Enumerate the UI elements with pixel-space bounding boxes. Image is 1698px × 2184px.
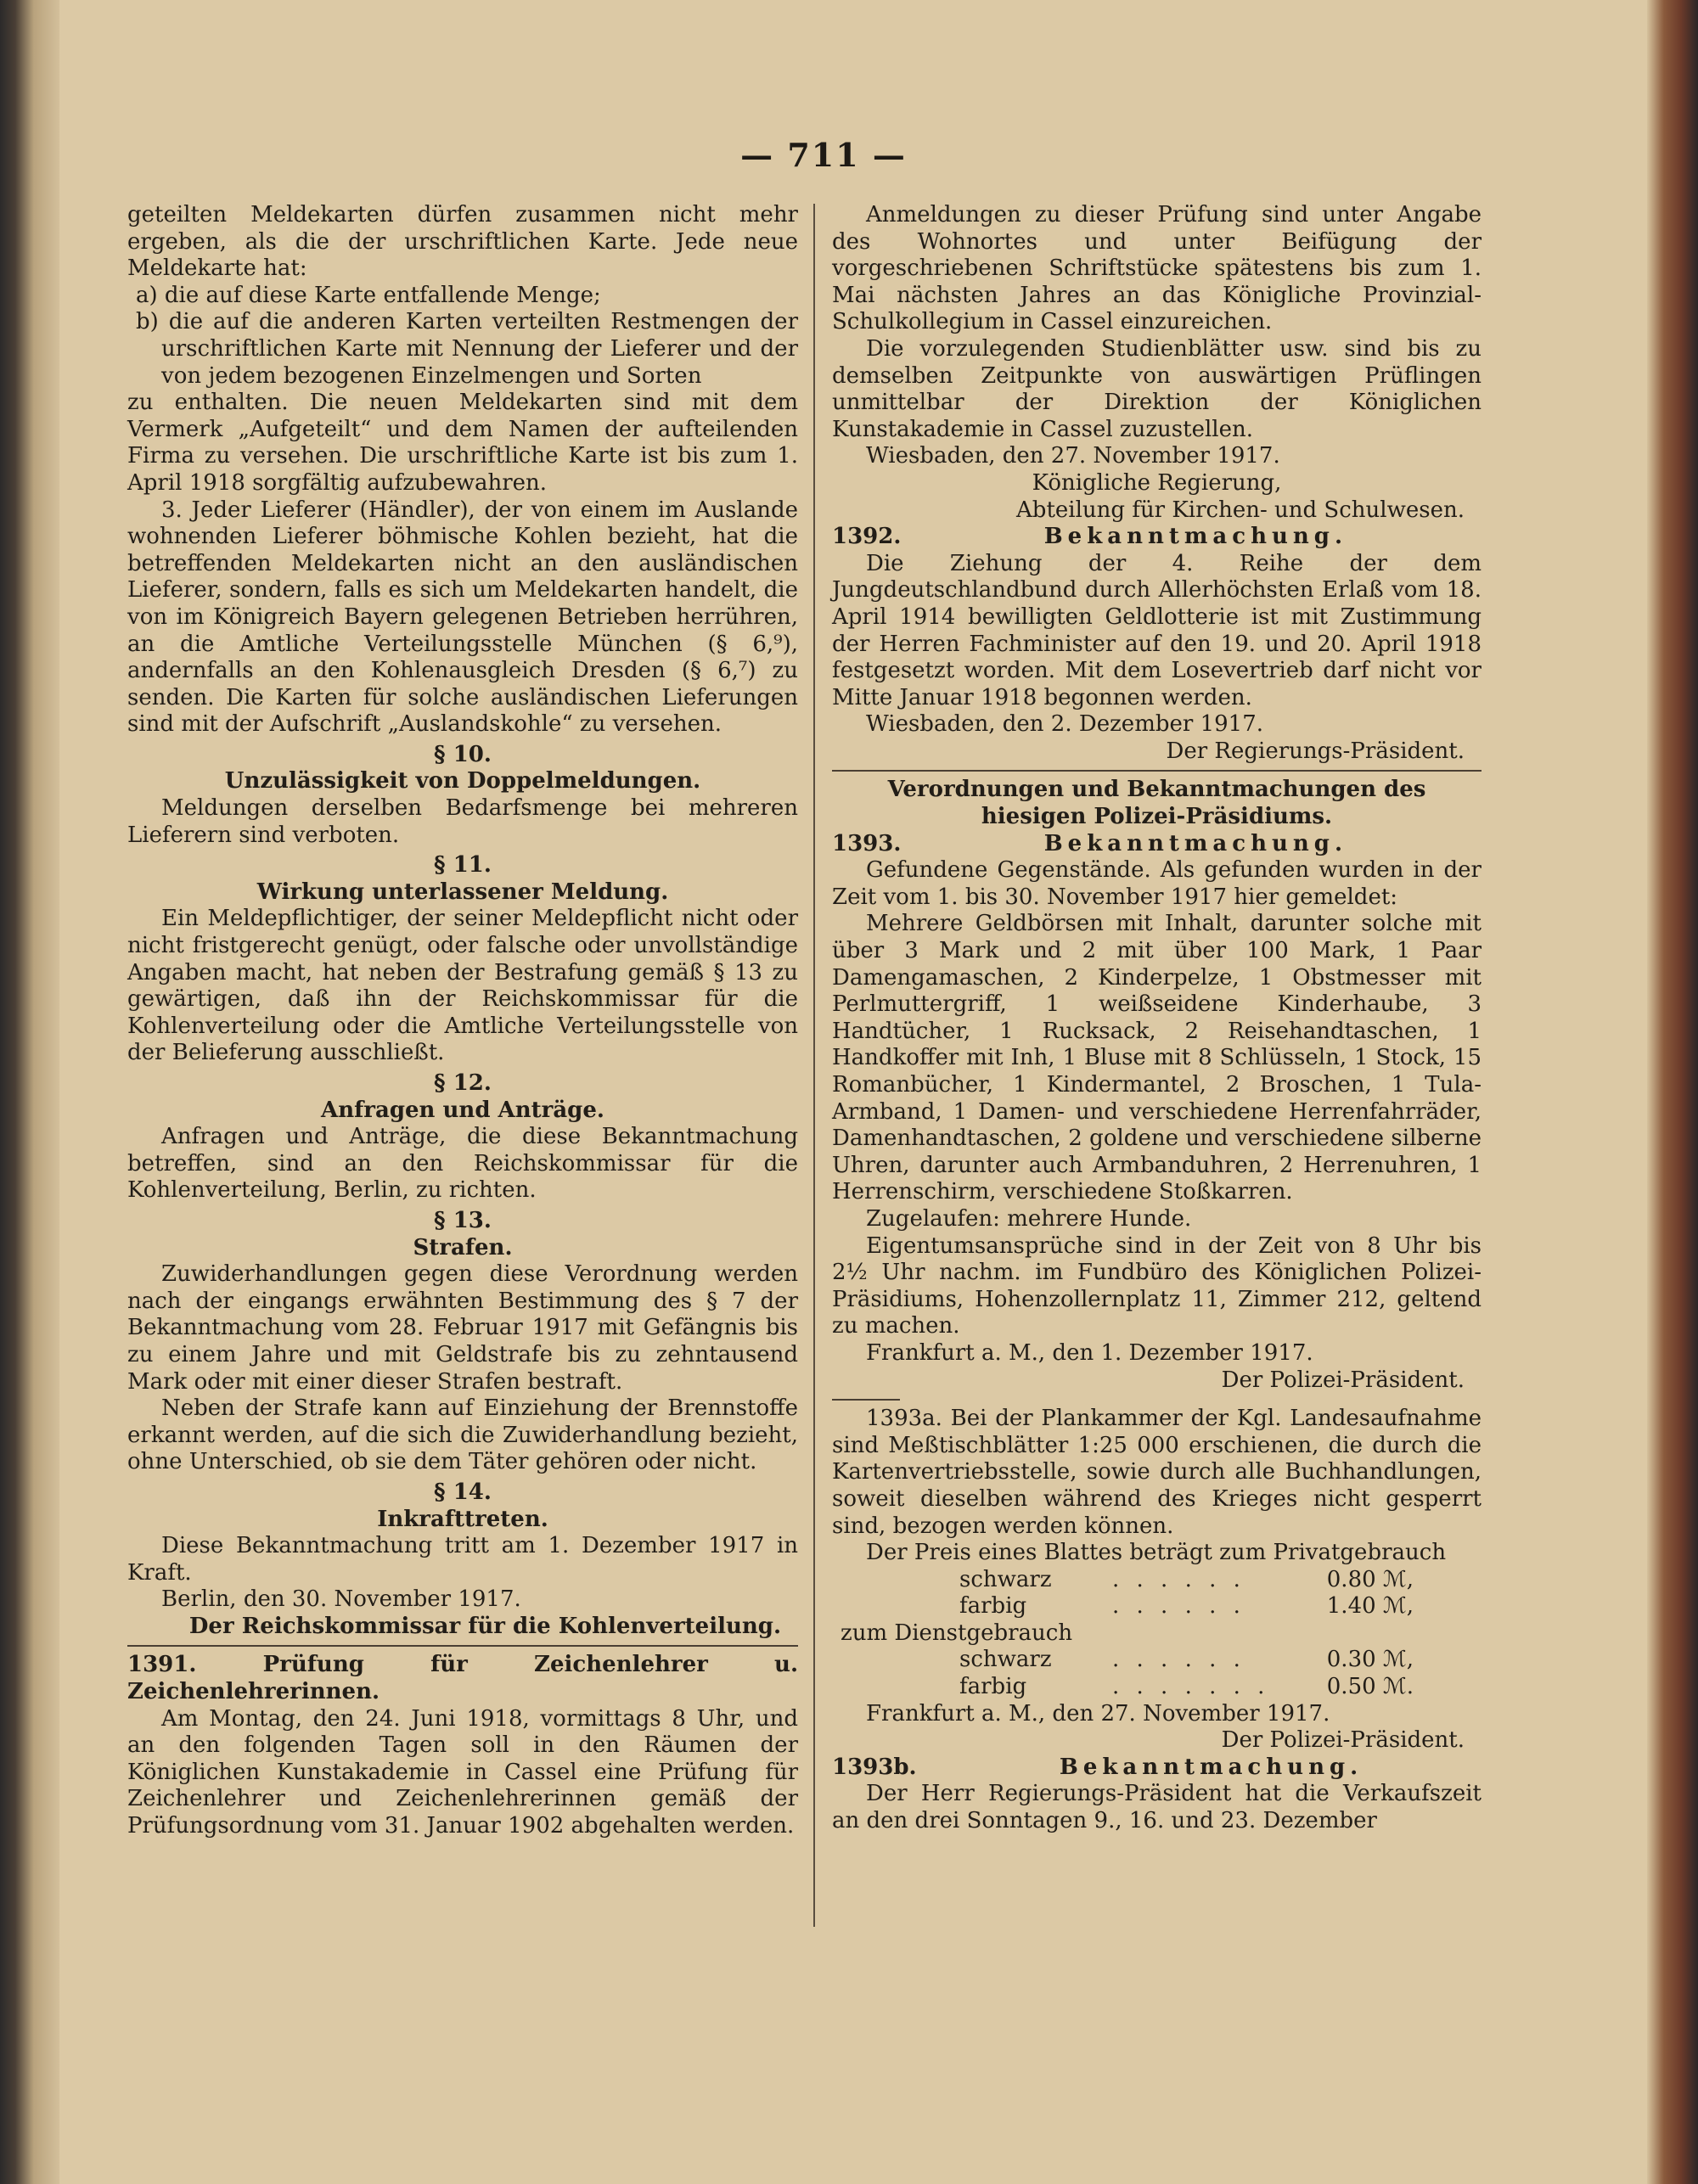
notice-1393-list: Mehrere Geldbörsen mit Inhalt, darunter solche mit über 3 Mark und 2 mit über 100 Mark, 1 Paar Damengamaschen, 2 Kinderpelze, 1 Obstmesser mit Perlmuttergriff, 1 weißseidene Kinderhaube, 3 Handtücher, 1 Rucksack, 2 Reisehandtaschen, 1 Handkoffer mit Inh, 1 Bluse mit 8 Schlüsseln, 1 Stock, 15 Romanbücher, 1 Kindermantel, 2 Broschen, 1 Tula-Armband, 1 Damen- und verschiedene Herrenfahrräder, Damenhandtaschen, 2 goldene und verschiedene silberne Uhren, darunter auch Armbanduhren, 2 Herrenuhren, 1 Herrenschirm, verschiedene Stoßkarren.: [832, 911, 1482, 1205]
section-text-11: Ein Meldepflichtiger, der seiner Meldepflicht nicht oder nicht fristgerecht genügt, oder falsche oder unvollständige Angaben macht, hat neben der Bestrafung gemäß § 13 zu gewärtigen, daß ihn der Reichskommissar für die Kohlenverteilung oder die Amtliche Verteilungsstelle von der Belieferung ausschließt.: [127, 906, 798, 1066]
signature: Der Regierungs-Präsident.: [1166, 738, 1465, 764]
divider: [127, 1645, 798, 1647]
date-line: Berlin, den 30. November 1917.: [161, 1586, 521, 1613]
signature-line-1: Königliche Regierung,: [1032, 469, 1282, 496]
paragraph: Die vorzulegenden Studienblätter usw. sind bis zu demselben Zeitpunkte von auswärtigen Prüflingen unmittelbar der Direktion der Königlichen Kunstakademie in Cassel zuzustellen.: [832, 335, 1482, 442]
notice-number: 1393.: [832, 830, 902, 856]
notice-title: Bekanntmachung.: [1059, 1754, 1363, 1780]
price-row: [832, 1674, 1482, 1701]
section-title-14: Inkrafttreten.: [377, 1506, 548, 1532]
divider: [832, 1399, 900, 1401]
section-title-13: Strafen.: [413, 1234, 513, 1260]
price-value: 0.50 ℳ.: [1326, 1674, 1414, 1700]
price-label: schwarz: [959, 1566, 1052, 1592]
section-number-10: § 10.: [434, 741, 492, 767]
price-label: farbig: [959, 1674, 1027, 1700]
signature-line-2: Abteilung für Kirchen- und Schulwesen.: [1016, 497, 1465, 523]
signature: Der Reichskommissar für die Kohlenverteilung.: [188, 1613, 781, 1639]
notice-1392-heading: [832, 524, 1482, 551]
section-text-13: Zuwiderhandlungen gegen diese Verordnung werden nach der eingangs erwähnten Bestimmung des § 7 der Bekanntmachung vom 28. Februar 1917 mit Gefängnis bis zu einem Jahre und mit Geldstrafe bis zu zehntausend Mark oder mit einer dieser Strafen bestraft.: [127, 1261, 798, 1395]
section-text-12: Anfragen und Anträge, die diese Bekanntmachung betreffen, sind an den Reichskommissar für die Kohlenverteilung, Berlin, zu richten.: [127, 1124, 798, 1204]
notice-1391-text: Am Montag, den 24. Juni 1918, vormittags 8 Uhr, und an den folgenden Tagen soll in den Räumen der Königlichen Kunstakademie in Cassel eine Prüfung für Zeichenlehrer und Zeichenlehrerinnen gemäß der Prüfungsordnung vom 31. Januar 1902 abgehalten werden.: [127, 1705, 798, 1839]
notice-number: 1392.: [832, 524, 902, 550]
section-text-13b: Neben der Strafe kann auf Einziehung der Brennstoffe erkannt werden, auf die sich die Zuwiderhandlung bezieht, ohne Unterschied, ob sie dem Täter gehören oder nicht.: [127, 1395, 798, 1475]
price-dots: . . . . . .: [1112, 1647, 1245, 1673]
notice-1393-claims: Eigentumsansprüche sind in der Zeit von 8 Uhr bis 2½ Uhr nachm. im Fundbüro des Königlichen Polizei-Präsidiums, Hohenzollernplatz 11, Zimmer 212, geltend zu machen.: [832, 1232, 1482, 1339]
book-binding-left: [0, 0, 59, 2184]
section-number-13: § 13.: [434, 1207, 492, 1233]
notice-1392-text: Die Ziehung der 4. Reihe der dem Jungdeutschlandbund durch Allerhöchsten Erlaß vom 18. April 1914 bewilligten Geldlotterie ist mit Zustimmung der Herren Fachminister auf den 19. und 20. April 1918 festgesetzt worden. Mit dem Losevertrieb darf nicht vor Mitte Januar 1918 begonnen werden.: [832, 550, 1482, 710]
price-row: [832, 1593, 1482, 1620]
paragraph: zu enthalten. Die neuen Meldekarten sind mit dem Vermerk „Aufgeteilt“ und dem Namen der aufteilenden Firma zu versehen. Die urschriftliche Karte ist bis zum 1. April 1918 sorgfältig aufzubewahren.: [127, 390, 798, 496]
book-binding-right: [1647, 0, 1698, 2184]
notice-number: 1393b.: [832, 1754, 917, 1780]
section-number-12: § 12.: [434, 1070, 492, 1096]
price-row: [832, 1647, 1482, 1674]
section-number-11: § 11.: [434, 852, 492, 879]
price-value: 0.80 ℳ,: [1326, 1566, 1414, 1592]
notice-1393-intro: Gefundene Gegenstände. Als gefunden wurden in der Zeit vom 1. bis 30. November 1917 hier gemeldet:: [832, 857, 1482, 910]
date-line: Frankfurt a. M., den 1. Dezember 1917.: [866, 1339, 1313, 1366]
notice-1393b-heading: [832, 1754, 1482, 1782]
price-row: [832, 1567, 1482, 1594]
left-column: [127, 202, 798, 1840]
price-label: farbig: [959, 1593, 1027, 1620]
page-number: — 711 —: [740, 136, 907, 174]
price-dots: . . . . . .: [1112, 1566, 1245, 1592]
paragraph: Anmeldungen zu dieser Prüfung sind unter Angabe des Wohnortes und unter Beifügung der vorgeschriebenen Schriftstücke spätestens bis zum 1. Mai nächsten Jahres an das Königliche Provinzial-Schulkollegium in Cassel einzureichen.: [832, 202, 1482, 335]
section-title-11: Wirkung unterlassener Meldung.: [256, 879, 669, 905]
notice-title: Bekanntmachung.: [1043, 830, 1348, 856]
price-value: 0.30 ℳ,: [1326, 1647, 1414, 1673]
section-text-10: Meldungen derselben Bedarfsmenge bei mehreren Lieferern sind verboten.: [127, 795, 798, 848]
notice-1393b-text: Der Herr Regierungs-Präsident hat die Verkaufszeit an den drei Sonntagen 9., 16. und 23. Dezember: [832, 1781, 1482, 1834]
section-text-14: Diese Bekanntmachung tritt am 1. Dezember 1917 in Kraft.: [127, 1533, 798, 1586]
price-dots: . . . . . . .: [1112, 1674, 1270, 1700]
service-use-label: zum Dienstgebrauch: [841, 1620, 1073, 1646]
section-number-14: § 14.: [434, 1479, 492, 1505]
section-title-12: Anfragen und Anträge.: [321, 1097, 604, 1123]
date-line: Wiesbaden, den 27. November 1917.: [866, 443, 1280, 469]
list-item-b: b) die auf die anderen Karten verteilten Restmengen der urschriftlichen Karte mit Nennung der Lieferer und der von jedem bezogenen Einzelmengen und Sorten: [136, 309, 798, 389]
notice-1393-heading: [832, 831, 1482, 858]
date-line: Wiesbaden, den 2. Dezember 1917.: [866, 711, 1263, 738]
section-title-10: Unzulässigkeit von Doppelmeldungen.: [224, 768, 701, 794]
paragraph-3: 3. Jeder Lieferer (Händler), der von einem im Auslande wohnenden Lieferer böhmische Kohlen bezieht, hat die betreffenden Meldekarten nicht an den ausländischen Lieferer, sondern, falls es sich um Meldekarten handelt, die von im Königreich Bayern gelegenen Betrieben herrühren, an die Amtliche Verteilungsstelle München (§ 6,⁹), andernfalls an den Kohlenausgleich Dresden (§ 6,⁷) zu senden. Die Karten für solche ausländischen Lieferungen sind mit der Aufschrift „Auslandskohle“ zu versehen.: [127, 497, 798, 738]
notice-1393a-text: 1393a. Bei der Plankammer der Kgl. Landesaufnahme sind Meßtischblätter 1:25 000 erschienen, die durch die Kartenvertriebsstelle, sowie durch alle Buchhandlungen, soweit dieselben während des Krieges nicht gesperrt sind, bezogen werden können.: [832, 1406, 1482, 1539]
price-value: 1.40 ℳ,: [1326, 1593, 1414, 1620]
price-dots: . . . . . .: [1112, 1593, 1245, 1620]
paragraph: geteilten Meldekarten dürfen zusammen nicht mehr ergeben, als die der urschriftlichen Karte. Jede neue Meldekarte hat:: [127, 202, 798, 282]
notice-1391-heading: 1391. Prüfung für Zeichenlehrer u. Zeichenlehrerinnen.: [127, 1652, 798, 1705]
right-column: [832, 202, 1482, 1835]
divider: [832, 770, 1482, 772]
notice-1393-zugelaufen: Zugelaufen: mehrere Hunde.: [866, 1205, 1192, 1232]
price-label: schwarz: [959, 1647, 1052, 1673]
section-heading: Verordnungen und Bekanntmachungen des hiesigen Polizei-Präsidiums.: [887, 777, 1426, 830]
signature: Der Polizei-Präsident.: [1221, 1727, 1465, 1754]
notice-title: Bekanntmachung.: [1043, 524, 1348, 550]
column-divider: [813, 204, 815, 1927]
price-intro: Der Preis eines Blattes beträgt zum Privatgebrauch: [866, 1540, 1447, 1566]
signature: Der Polizei-Präsident.: [1221, 1367, 1465, 1393]
list-item-a: a) die auf diese Karte entfallende Menge;: [136, 282, 601, 308]
date-line: Frankfurt a. M., den 27. November 1917.: [866, 1700, 1330, 1726]
